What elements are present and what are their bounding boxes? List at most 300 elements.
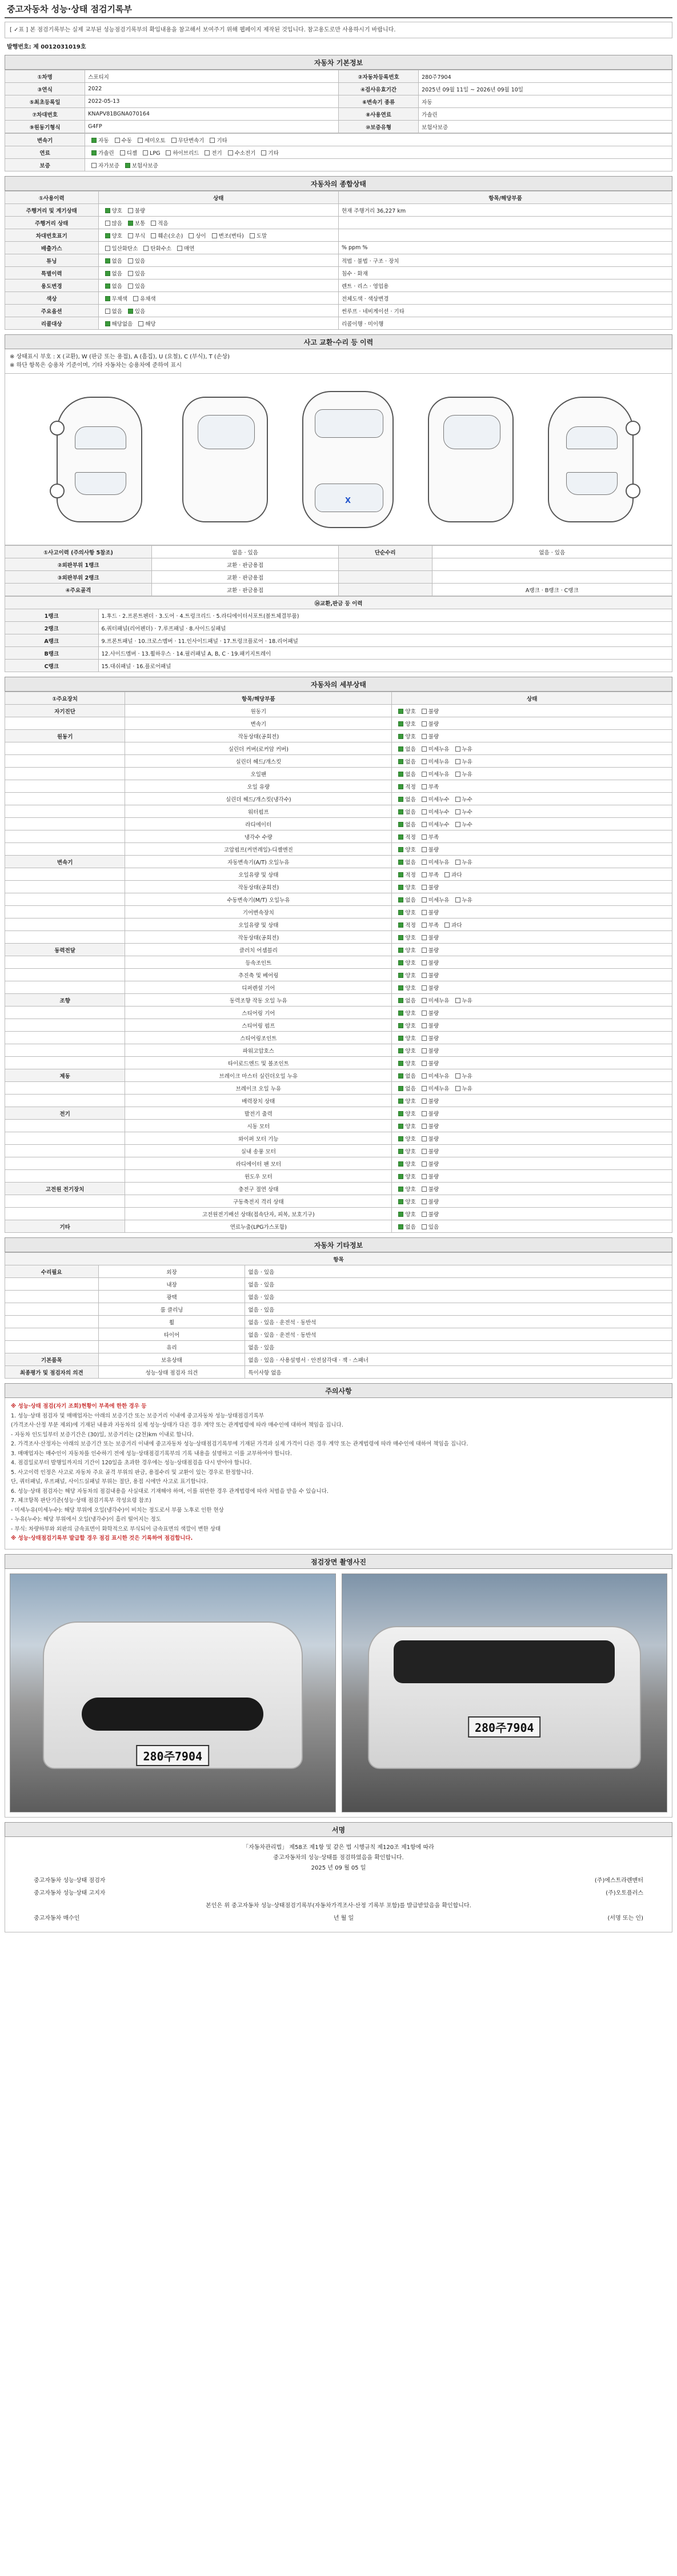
checkbox-icon[interactable] [151, 221, 156, 226]
accident-label: ②외판부위 1랭크 [5, 558, 152, 571]
details-item: 고전원전기배선 상태(접속단자, 피복, 보호기구) [125, 1208, 392, 1220]
basic-options-table [5, 133, 672, 171]
details-status [392, 755, 672, 768]
checkbox-icon[interactable] [143, 246, 149, 251]
detail-option: 누유 [452, 1072, 472, 1080]
details-status [392, 1183, 672, 1195]
checkbox-icon[interactable] [398, 960, 403, 965]
details-group [5, 906, 125, 918]
checkbox-icon[interactable] [171, 138, 177, 143]
other-item: 성능·상태 점검자 의견 [98, 1366, 245, 1379]
checkbox-icon[interactable] [91, 150, 97, 155]
warranty-option: 보험사보증 [122, 161, 158, 169]
checkbox-icon[interactable] [455, 809, 460, 814]
detail-option: 미세누유 [418, 1084, 450, 1092]
details-group [5, 981, 125, 994]
other-group [5, 1303, 99, 1316]
status-option: 부식 [125, 231, 145, 239]
detail-option: 양호 [395, 1135, 415, 1143]
accident-value: 교환 · 판금용접 [151, 558, 338, 571]
checkbox-icon[interactable] [422, 784, 427, 789]
checkbox-icon[interactable] [212, 233, 217, 238]
checkbox-icon[interactable] [422, 1036, 427, 1041]
section-signature-title: 서명 [5, 1822, 672, 1837]
checkbox-icon[interactable] [128, 271, 133, 276]
checkbox-icon[interactable] [125, 163, 130, 168]
details-group [5, 793, 125, 805]
checkbox-icon[interactable] [422, 1099, 427, 1104]
details-row [5, 981, 672, 994]
status-option: 불량 [125, 206, 145, 214]
checkbox-icon[interactable] [105, 309, 110, 314]
fuel-options-label: 연료 [5, 146, 85, 159]
checkbox-icon[interactable] [105, 283, 110, 289]
checkbox-icon[interactable] [398, 885, 403, 890]
detail-option: 부족 [418, 782, 439, 790]
checkbox-icon[interactable] [398, 1099, 403, 1104]
details-row [5, 843, 672, 856]
overall-detail: 전체도색 · 색상변경 [338, 292, 672, 305]
checkbox-icon[interactable] [422, 834, 427, 840]
details-row [5, 1220, 672, 1233]
detail-option: 없음 [395, 858, 415, 866]
details-group [5, 931, 125, 944]
detail-option: 누유 [452, 858, 472, 866]
car-front-icon [182, 397, 268, 522]
checkbox-icon[interactable] [398, 709, 403, 714]
checkbox-icon[interactable] [398, 1224, 403, 1229]
checkbox-icon[interactable] [422, 985, 427, 991]
legend-line-2: ※ 하단 항목은 승용차 기준이며, 기타 자동차는 승용차에 준하여 표시 [10, 362, 182, 369]
checkbox-icon[interactable] [422, 922, 427, 928]
checkbox-icon[interactable] [455, 822, 460, 827]
other-row [5, 1366, 672, 1379]
overall-label: 색상 [5, 292, 99, 305]
checkbox-icon[interactable] [398, 897, 403, 902]
other-group [5, 1291, 99, 1303]
status-option: 변조(변타) [209, 231, 244, 239]
checkbox-icon[interactable] [398, 772, 403, 777]
details-item: 원동기 [125, 705, 392, 717]
checkbox-icon[interactable] [444, 872, 450, 877]
other-row [5, 1303, 672, 1316]
warranty-options [85, 159, 672, 171]
details-item: 충전구 절연 상태 [125, 1183, 392, 1195]
status-option: 없음 [102, 282, 122, 290]
overall-detail: 침수 · 화재 [338, 267, 672, 279]
accident-value: 교환 · 판금용접 [151, 584, 338, 596]
checkbox-icon[interactable] [422, 1124, 427, 1129]
details-status [392, 1007, 672, 1019]
checkbox-icon[interactable] [455, 1086, 460, 1091]
car-front-photo [10, 1573, 336, 1812]
checkbox-icon[interactable] [166, 150, 171, 155]
basic-label: ⑦차대번호 [5, 108, 85, 121]
checkbox-icon[interactable] [261, 150, 266, 155]
checkbox-icon[interactable] [398, 1149, 403, 1154]
checkbox-icon[interactable] [151, 233, 156, 238]
checkbox-icon[interactable] [422, 1136, 427, 1141]
checkbox-icon[interactable] [398, 784, 403, 789]
details-row [5, 1120, 672, 1132]
details-table [5, 692, 672, 1233]
overall-label: 배출가스 [5, 242, 99, 254]
other-status: 없음 · 있음 · 운전석 · 동반석 [245, 1328, 672, 1341]
checkbox-icon[interactable] [422, 734, 427, 739]
detail-option: 불량 [418, 707, 439, 715]
details-status [392, 1044, 672, 1057]
details-status [392, 994, 672, 1007]
details-item: 실린더 커버(로커암 커버) [125, 742, 392, 755]
basic-info-table [5, 70, 672, 133]
checkbox-icon[interactable] [128, 258, 133, 263]
checkbox-icon[interactable] [398, 935, 403, 940]
status-option: 무채색 [102, 294, 128, 302]
checkbox-icon[interactable] [398, 1212, 403, 1217]
transmission-option: 자동 [88, 136, 109, 144]
other-row [5, 1341, 672, 1353]
checkbox-icon[interactable] [398, 1023, 403, 1028]
checkbox-icon[interactable] [133, 296, 138, 301]
checkbox-icon[interactable] [398, 1136, 403, 1141]
checkbox-icon[interactable] [422, 910, 427, 915]
checkbox-icon[interactable] [210, 138, 215, 143]
checkbox-icon[interactable] [422, 973, 427, 978]
details-row [5, 856, 672, 868]
detail-option: 불량 [418, 1021, 439, 1029]
other-status: 없음 · 있음 [245, 1265, 672, 1278]
checkbox-icon[interactable] [128, 221, 133, 226]
checkbox-icon[interactable] [398, 746, 403, 752]
details-group [5, 881, 125, 893]
checkbox-icon[interactable] [422, 759, 427, 764]
accident-value-2 [432, 571, 672, 584]
accident-table [5, 545, 672, 596]
overall-detail [338, 217, 672, 229]
details-item: 발전기 출력 [125, 1107, 392, 1120]
other-status: 특이사항 없음 [245, 1366, 672, 1379]
details-row [5, 780, 672, 793]
checkbox-icon[interactable] [105, 321, 110, 326]
checkbox-icon[interactable] [398, 948, 403, 953]
checkbox-icon[interactable] [422, 822, 427, 827]
details-status [392, 805, 672, 818]
signature-confirm-line: 중고자동차의 성능·상태를 점검하였음을 확인합니다. [273, 1854, 404, 1861]
checkbox-icon[interactable] [444, 922, 450, 928]
detail-option: 과다 [441, 921, 462, 929]
accident-parts-table [5, 596, 672, 672]
checkbox-icon[interactable] [422, 860, 427, 865]
checkbox-icon[interactable] [455, 860, 460, 865]
details-item: 스티어링 기어 [125, 1007, 392, 1019]
details-status [392, 868, 672, 881]
detail-option: 없음 [395, 808, 415, 816]
checkbox-icon[interactable] [105, 233, 110, 238]
checkbox-icon[interactable] [422, 1224, 427, 1229]
checkbox-icon[interactable] [91, 163, 97, 168]
details-group [5, 969, 125, 981]
fuel-option: 가솔린 [88, 149, 114, 157]
checkbox-icon[interactable] [398, 822, 403, 827]
checkbox-icon[interactable] [422, 772, 427, 777]
checkbox-icon[interactable] [422, 935, 427, 940]
accident-label: ④주요골격 [5, 584, 152, 596]
detail-option: 불량 [418, 1210, 439, 1218]
checkbox-icon[interactable] [398, 872, 403, 877]
basic-value: 보험사보증 [419, 121, 672, 133]
detail-option: 누유 [452, 745, 472, 753]
transmission-option: 세미오토 [134, 136, 166, 144]
details-item: 자동변속기(A/T) 오일누유 [125, 856, 392, 868]
detail-option: 양호 [395, 971, 415, 979]
checkbox-icon[interactable] [398, 1048, 403, 1053]
section-overall-title: 자동차의 종합상태 [5, 176, 672, 191]
details-status [392, 780, 672, 793]
checkbox-icon[interactable] [398, 1174, 403, 1179]
checkbox-icon[interactable] [138, 138, 143, 143]
details-status [392, 1095, 672, 1107]
checkbox-icon[interactable] [422, 1048, 427, 1053]
basic-value: 가솔린 [419, 108, 672, 121]
details-item: 타이로드엔드 및 볼조인트 [125, 1057, 392, 1069]
overall-label: 주행거리 상태 [5, 217, 99, 229]
checkbox-icon[interactable] [138, 321, 143, 326]
detail-option: 불량 [418, 1009, 439, 1017]
checkbox-icon[interactable] [422, 960, 427, 965]
checkbox-icon[interactable] [422, 1023, 427, 1028]
detail-option: 불량 [418, 1047, 439, 1055]
checkbox-icon[interactable] [422, 1174, 427, 1179]
checkbox-icon[interactable] [398, 1086, 403, 1091]
checkbox-icon[interactable] [455, 998, 460, 1003]
checkbox-icon[interactable] [398, 847, 403, 852]
checkbox-icon[interactable] [189, 233, 194, 238]
details-row [5, 1007, 672, 1019]
checkbox-icon[interactable] [177, 246, 182, 251]
checkbox-icon[interactable] [128, 233, 133, 238]
checkbox-icon[interactable] [422, 809, 427, 814]
detail-option: 양호 [395, 1109, 415, 1117]
details-status [392, 856, 672, 868]
checkbox-icon[interactable] [143, 150, 148, 155]
checkbox-icon[interactable] [120, 150, 125, 155]
checkbox-icon[interactable] [398, 1061, 403, 1066]
detail-option: 양호 [395, 1197, 415, 1205]
checkbox-icon[interactable] [105, 208, 110, 213]
checkbox-icon[interactable] [105, 296, 110, 301]
checkbox-icon[interactable] [398, 910, 403, 915]
checkbox-icon[interactable] [128, 208, 133, 213]
checkbox-icon[interactable] [105, 271, 110, 276]
overall-table [5, 191, 672, 330]
checkbox-icon[interactable] [422, 998, 427, 1003]
checkbox-icon[interactable] [455, 897, 460, 902]
details-group [5, 1157, 125, 1170]
checkbox-icon[interactable] [115, 138, 120, 143]
details-item: 파워고압호스 [125, 1044, 392, 1057]
status-option: 상이 [185, 231, 206, 239]
other-item: 외장 [98, 1265, 245, 1278]
status-option: 많음 [102, 219, 122, 227]
details-row [5, 742, 672, 755]
detail-option: 없음 [395, 1072, 415, 1080]
checkbox-icon[interactable] [422, 885, 427, 890]
document-number: 발행번호: 제 0012031019호 [7, 44, 86, 50]
checkbox-icon[interactable] [422, 746, 427, 752]
details-item: 실내 송풍 모터 [125, 1145, 392, 1157]
accident-label: ③외판부위 2랭크 [5, 571, 152, 584]
detail-option: 적정 [395, 782, 415, 790]
checkbox-icon[interactable] [398, 922, 403, 928]
checkbox-icon[interactable] [422, 872, 427, 877]
details-group [5, 1044, 125, 1057]
detail-option: 양호 [395, 1210, 415, 1218]
car-right-side-icon [548, 397, 634, 522]
checkbox-icon[interactable] [422, 897, 427, 902]
checkbox-icon[interactable] [455, 772, 460, 777]
checkbox-icon[interactable] [398, 1111, 403, 1116]
status-option: 훼손(오손) [147, 231, 183, 239]
other-row [5, 1291, 672, 1303]
car-left-side-icon [57, 397, 142, 522]
details-group: 조향 [5, 994, 125, 1007]
details-status [392, 944, 672, 956]
checkbox-icon[interactable] [398, 797, 403, 802]
checkbox-icon[interactable] [422, 721, 427, 726]
detail-option: 불량 [418, 1122, 439, 1130]
basic-row [5, 83, 672, 95]
basic-value: 자동 [419, 95, 672, 108]
checkbox-icon[interactable] [398, 1187, 403, 1192]
detail-option: 불량 [418, 946, 439, 954]
details-status [392, 818, 672, 830]
details-status [392, 1057, 672, 1069]
checkbox-icon[interactable] [422, 797, 427, 802]
checkbox-icon[interactable] [422, 709, 427, 714]
detail-option: 적정 [395, 921, 415, 929]
details-row [5, 1057, 672, 1069]
checkbox-icon[interactable] [398, 998, 403, 1003]
details-row [5, 1044, 672, 1057]
overall-label: 주요옵션 [5, 305, 99, 317]
details-group: 동력전달 [5, 944, 125, 956]
checkbox-icon[interactable] [91, 138, 97, 143]
details-item: 연료누출(LPG가스포함) [125, 1220, 392, 1233]
checkbox-icon[interactable] [422, 948, 427, 953]
caution-line: 4. 점검일로부터 발행일까지의 기간이 120일을 초과한 경우에는 성능·상태점검을 다시 받아야 합니다. [11, 1460, 252, 1466]
checkbox-icon[interactable] [398, 759, 403, 764]
details-row [5, 906, 672, 918]
other-table [5, 1252, 672, 1379]
details-row [5, 893, 672, 906]
checkbox-icon[interactable] [398, 1124, 403, 1129]
checkbox-icon[interactable] [398, 1199, 403, 1204]
checkbox-icon[interactable] [398, 1011, 403, 1016]
detail-option: 양호 [395, 984, 415, 992]
checkbox-icon[interactable] [398, 721, 403, 726]
overall-label: 차대번호표기 [5, 229, 99, 242]
checkbox-icon[interactable] [250, 233, 255, 238]
basic-value: G4FP [85, 121, 339, 133]
checkbox-icon[interactable] [422, 1011, 427, 1016]
checkbox-icon[interactable] [398, 985, 403, 991]
details-group: 고전원 전기장치 [5, 1183, 125, 1195]
details-item: 오일유량 및 상태 [125, 918, 392, 931]
status-option: 매연 [174, 244, 194, 252]
other-status: 없음 · 있음 · 운전석 · 동반석 [245, 1316, 672, 1328]
checkbox-icon[interactable] [422, 1187, 427, 1192]
details-item: 추진축 및 베어링 [125, 969, 392, 981]
checkbox-icon[interactable] [398, 1036, 403, 1041]
car-top-icon [302, 391, 394, 528]
details-row [5, 868, 672, 881]
details-status [392, 956, 672, 969]
checkbox-icon[interactable] [105, 246, 110, 251]
other-item: 휠 [98, 1316, 245, 1328]
details-group [5, 918, 125, 931]
checkbox-icon[interactable] [422, 847, 427, 852]
caution-line: 2. 가격조사·산정자는 아래의 보증기간 또는 보증거리 이내에 중고자동차 성능·상태점검기록부에 기재된 가격과 실제 가격이 다른 경우 계약 또는 관계법령에 따라 매수인에 대하여 책임을 집니다. [11, 1441, 468, 1447]
details-status [392, 1107, 672, 1120]
checkbox-icon[interactable] [128, 283, 133, 289]
detail-option: 누수 [452, 795, 472, 803]
checkbox-icon[interactable] [398, 973, 403, 978]
checkbox-icon[interactable] [422, 1061, 427, 1066]
checkbox-icon[interactable] [422, 1111, 427, 1116]
accident-row [5, 584, 672, 596]
details-row [5, 768, 672, 780]
checkbox-icon[interactable] [455, 759, 460, 764]
checkbox-icon[interactable] [398, 1161, 403, 1167]
checkbox-icon[interactable] [105, 221, 110, 226]
parts-row [5, 647, 672, 660]
detail-option: 미세누수 [418, 795, 450, 803]
checkbox-icon[interactable] [422, 1199, 427, 1204]
checkbox-icon[interactable] [455, 746, 460, 752]
checkbox-icon[interactable] [228, 150, 233, 155]
accident-value-2: A랭크 · B랭크 · C랭크 [432, 584, 672, 596]
checkbox-icon[interactable] [398, 834, 403, 840]
detail-option: 부족 [418, 833, 439, 841]
details-status [392, 1132, 672, 1145]
checkbox-icon[interactable] [422, 1149, 427, 1154]
status-option: 있음 [125, 257, 145, 265]
checkbox-icon[interactable] [205, 150, 210, 155]
checkbox-icon[interactable] [398, 860, 403, 865]
checkbox-icon[interactable] [455, 1073, 460, 1079]
other-item: 룸 클리닝 [98, 1303, 245, 1316]
checkbox-icon[interactable] [422, 1212, 427, 1217]
details-item: 디퍼렌셜 기어 [125, 981, 392, 994]
details-row [5, 730, 672, 742]
checkbox-icon[interactable] [105, 258, 110, 263]
caution-line: - 미세누유(미세누수): 해당 부위에 오일(냉각수)이 비치는 정도로서 부품 노후로 인한 현상 [11, 1507, 224, 1513]
basic-label: ④검사유효기간 [338, 83, 418, 95]
checkbox-icon[interactable] [398, 809, 403, 814]
fuel-option: 디젤 [117, 149, 137, 157]
buyer-sign: (서명 또는 인) [607, 1915, 643, 1922]
status-option: 해당 [135, 319, 155, 328]
checkbox-icon[interactable] [422, 1073, 427, 1079]
checkbox-icon[interactable] [422, 1161, 427, 1167]
checkbox-icon[interactable] [398, 1073, 403, 1079]
other-status: 없음 · 있음 [245, 1278, 672, 1291]
checkbox-icon[interactable] [128, 309, 133, 314]
checkbox-icon[interactable] [422, 1086, 427, 1091]
detail-option: 불량 [418, 908, 439, 916]
checkbox-icon[interactable] [455, 797, 460, 802]
checkbox-icon[interactable] [398, 734, 403, 739]
